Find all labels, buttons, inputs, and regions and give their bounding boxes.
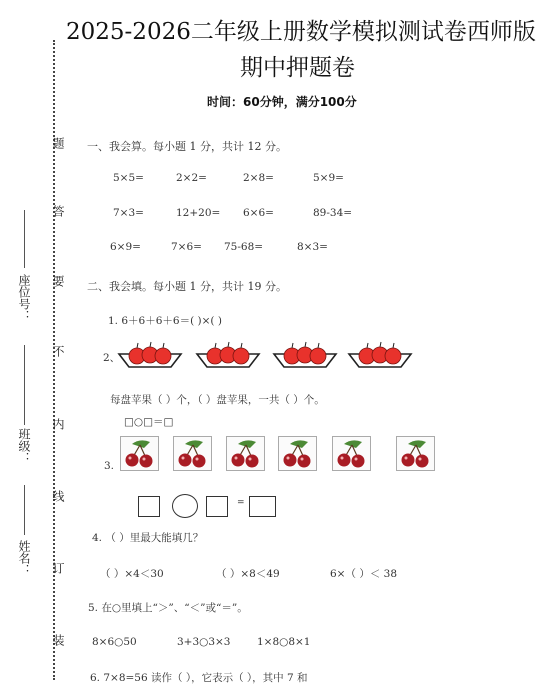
question-4: 4. （ ）里最大能填几？ — [92, 532, 204, 544]
binding-mark: 要 — [51, 275, 65, 287]
calc-item: 7×6= — [171, 241, 202, 253]
seat-underline — [24, 210, 25, 268]
calc-item: 2×8= — [243, 172, 274, 184]
compare-item: 1×8○8×1 — [257, 636, 311, 648]
question-3-number: 3. — [104, 460, 115, 472]
calc-item: 7×3= — [113, 207, 144, 219]
question-2-boxes: □○□＝□ — [124, 416, 174, 428]
compare-item: 3+3○3×3 — [177, 636, 231, 648]
question-5: 5. 在○里填上“＞”、“＜”或“＝”。 — [88, 602, 248, 614]
answer-circle[interactable] — [172, 494, 198, 518]
answer-box[interactable] — [138, 496, 160, 517]
name-label: 姓名： — [17, 540, 31, 576]
binding-mark: 装 — [51, 634, 65, 646]
answer-box[interactable] — [206, 496, 228, 517]
calc-item: 6×6= — [243, 207, 274, 219]
seat-label: 座位号： — [17, 274, 31, 322]
binding-mark: 答 — [51, 205, 65, 217]
binding-mark: 题 — [51, 137, 65, 149]
calc-item: 2×2= — [176, 172, 207, 184]
inequality-item: （ ）×4＜30 — [100, 568, 164, 580]
answer-box[interactable] — [249, 496, 276, 517]
class-underline — [24, 345, 25, 425]
apple-plates-illustration — [115, 340, 415, 372]
calc-item: 89-34= — [313, 207, 353, 219]
equals-sign: = — [237, 498, 245, 508]
cherry-pictures — [120, 436, 440, 474]
calc-item: 8×3= — [297, 241, 328, 253]
inequality-item: （ ）×8＜49 — [216, 568, 280, 580]
inequality-item: 6×（ ）＜ 38 — [330, 568, 398, 580]
question-1: 1. 6＋6＋6＋6＝( )×( ) — [108, 315, 222, 327]
binding-mark: 订 — [51, 562, 65, 574]
calc-item: 5×9= — [313, 172, 344, 184]
class-label: 班级： — [17, 428, 31, 464]
name-underline — [24, 485, 25, 535]
binding-mark: 线 — [51, 490, 65, 502]
binding-mark: 不 — [51, 345, 65, 357]
time-info: 时间：60分钟，满分100分 — [207, 95, 357, 109]
question-2-number: 2、 — [103, 352, 121, 364]
section1-heading: 一、我会算。每小题 1 分，共计 12 分。 — [87, 140, 287, 153]
page-title-line2: 期中押题卷 — [240, 55, 355, 81]
question-2-text: 每盘苹果（ ）个，（ ）盘苹果，一共（ ）个。 — [110, 394, 325, 406]
calc-item: 12+20= — [176, 207, 221, 219]
calc-item: 6×9= — [110, 241, 141, 253]
binding-mark: 内 — [51, 418, 65, 430]
calc-item: 5×5= — [113, 172, 144, 184]
question-6: 6. 7×8=56 读作（ ），它表示（ ），其中 7 和 — [90, 672, 308, 684]
section2-heading: 二、我会填。每小题 1 分，共计 19 分。 — [87, 280, 287, 293]
compare-item: 8×6○50 — [92, 636, 137, 648]
binding-dotted-line — [53, 40, 55, 680]
calc-item: 75-68= — [224, 241, 264, 253]
page-title-line1: 2025-2026二年级上册数学模拟测试卷西师版 — [66, 19, 536, 45]
